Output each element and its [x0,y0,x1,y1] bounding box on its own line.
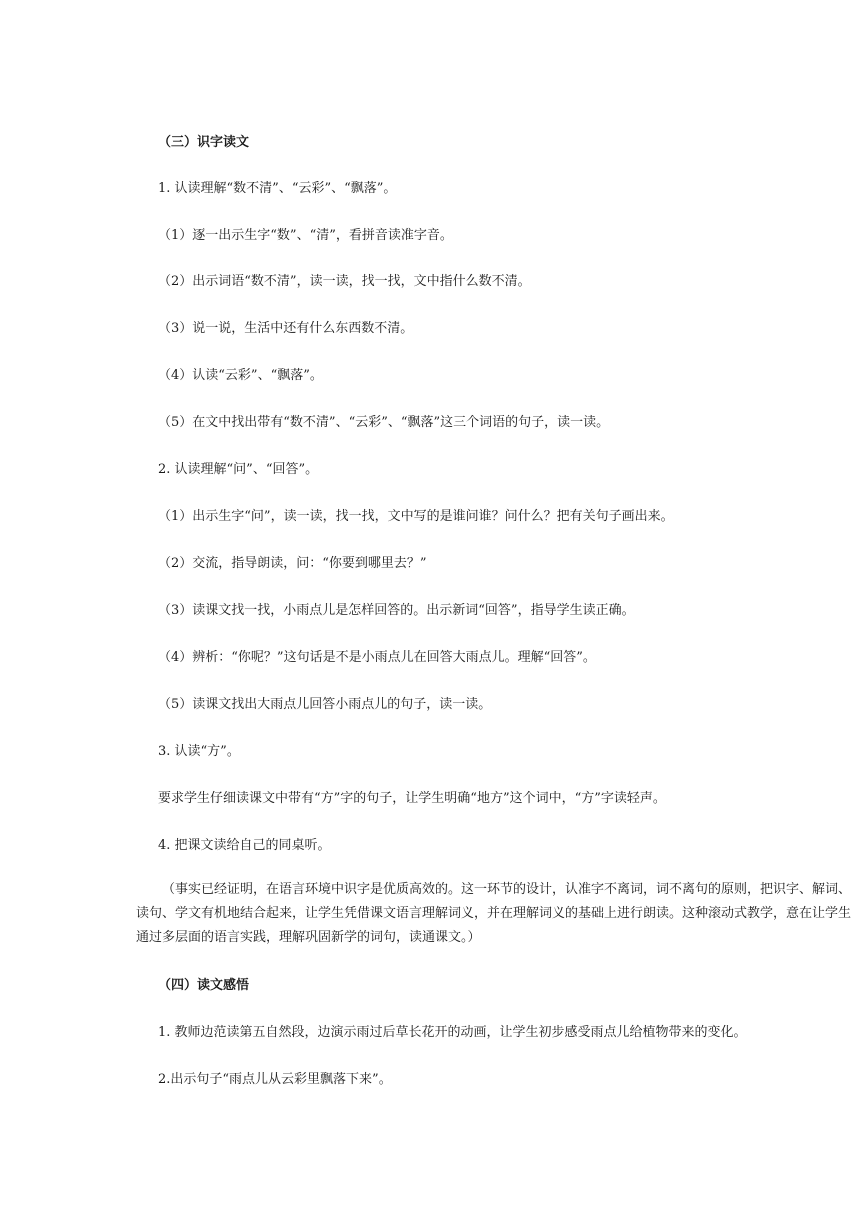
item-2-step-5: （5）读课文找出大雨点儿回答小雨点儿的句子，读一读。 [158,697,492,712]
section-4-item-1: 1. 教师边范读第五自然段，边演示雨过后草长花开的动画，让学生初步感受雨点儿给植物带来的变化。 [158,1025,747,1040]
item-2-step-2: （2）交流，指导朗读，问：“你要到哪里去？” [158,556,427,571]
item-1-title: 1. 认读理解“数不清”、“云彩”、“飘落”。 [158,181,397,196]
section-heading-4: （四）读文感悟 [158,978,250,993]
item-1-step-5: （5）在文中找出带有“数不清”、“云彩”、“飘落”这三个词语的句子，读一读。 [158,415,610,430]
item-1-step-4: （4）认读“云彩”、“飘落”。 [158,368,323,383]
item-1-step-3: （3）说一说，生活中还有什么东西数不清。 [158,321,414,336]
item-3-text: 要求学生仔细读课文中带有“方”字的句子，让学生明确“地方”这个词中，“方”字读轻声。 [158,791,666,806]
item-1-step-1: （1）逐一出示生字“数”、“清”，看拼音读准字音。 [158,228,453,243]
item-2-title: 2. 认读理解“问”、“回答”。 [158,462,319,477]
item-2-step-3: （3）读课文找一找，小雨点儿是怎样回答的。出示新词“回答”，指导学生读正确。 [158,603,635,618]
section-heading-3: （三）识字读文 [158,135,250,150]
item-2-step-4: （4）辨析：“你呢？”这句话是不是小雨点儿在回答大雨点儿。理解“回答”。 [158,650,596,665]
commentary-paragraph: （事实已经证明，在语言环境中识字是优质高效的。这一环节的设计，认准字不离词，词不离句的原则，把识字、解词、读句、学文有机地结合起来，让学生凭借课文语言理解词义，并在理解词义的基础上进行朗读。这种滚动式教学，意在让学生通过多层面的语言实践，理解巩固新学的词句，读通课文。） [136,882,852,945]
item-2-step-1: （1）出示生字“问”，读一读，找一找，文中写的是谁问谁？问什么？把有关句子画出来。 [158,509,674,524]
item-4-title: 4. 把课文读给自己的同桌听。 [158,838,331,853]
section-4-item-2: 2.出示句子“雨点儿从云彩里飘落下来”。 [158,1072,392,1087]
item-1-step-2: （2）出示词语“数不清”，读一读，找一找，文中指什么数不清。 [158,274,531,289]
item-3-title: 3. 认读“方”。 [158,744,240,759]
